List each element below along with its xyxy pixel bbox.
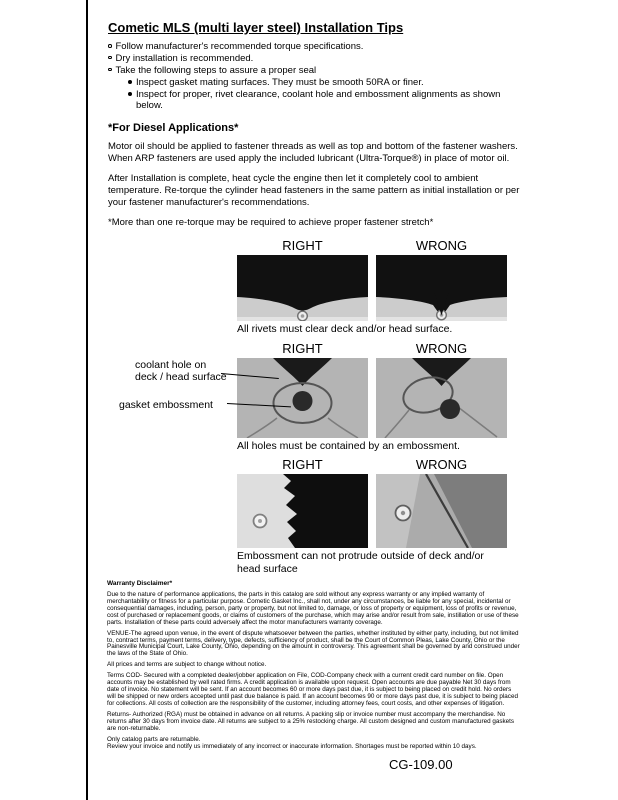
- tip-item-text: Follow manufacturer's recommended torque specifications.: [115, 41, 364, 52]
- right-label: RIGHT: [282, 457, 323, 473]
- legal-paragraph: Terms COD- Secured with a completed dealer/jobber application on File, COD-Company check with a current credit card number on file. Open accounts may be established by well rated firms. A credit application is available upon request. Open accounts are due payable Net 30 days from date of invoice. No statement will be sent. If an account becomes 60 or more days past due, it is subject to being placed on credit hold. No orders will be shipped or new orders accepted until past due balance is paid. If an account becomes 90 or more days past due, it is subject to being placed for collections. All costs of collection are the responsibility of the customer, including attorney fees, court costs, and other expenses of litigation.: [107, 672, 518, 707]
- tip-subitem-text: Inspect gasket mating surfaces. They must be smooth 50RA or finer.: [136, 76, 424, 88]
- tips-section: [108, 20, 522, 229]
- footer-doc-code: CG-109.00: [389, 757, 453, 772]
- rivet-clearance-wrong-image: [376, 255, 507, 321]
- legal-paragraph: VENUE-The agreed upon venue, in the event of dispute whatsoever between the parties, whether instituted by either party, including, but not limited to, contract terms, payment terms, delivery, type, defects, sufficiency of product, shall be the Court of Common Pleas, Lake County, Ohio or the Painesville Municipal Court, Lake County, Ohio, depending on the amount in controversy. This agreement shall be governed by and construed under the laws of the State of Ohio.: [107, 629, 520, 658]
- diagram-row-rivet-clearance: [237, 238, 507, 336]
- legal-paragraph: Due to the nature of performance applications, the parts in this catalog are sold without any express warranty or any implied warranty of merchantability or fitness for a particular purpose. Cometic Gasket Inc., shall not, under any circumstances, be liable for any special, incidental or consequential damages, including, person, party or property, but not limited to, damage, or loss of property or equipment, loss of profits or revenue, cost of purchased or replacement goods, or claims of customers of the purchase, which may arise and/or result from sale, instillation or use of these parts. Installation of these parts could adversely affect the motor manufacturers warranty coverage.: [107, 591, 519, 626]
- protrusion-wrong-image: [376, 474, 507, 548]
- diagram-caption-rivets: All rivets must clear deck and/or head surface.: [237, 323, 453, 335]
- tip-subitem: [128, 89, 522, 113]
- filled-bullet-icon: [128, 92, 132, 96]
- open-bullet-icon: [108, 56, 112, 60]
- tip-item: [108, 65, 522, 77]
- legal-paragraph: Returns- Authorized (RGA) must be obtained in advance on all returns. A packing slip or invoice number must accompany the merchandise. No returns after 30 days from invoice date. All returns are subject to a 25% restocking charge. All custom designed and custom manufactured gaskets are non-returnable.: [107, 710, 515, 732]
- embossment-right-image: [237, 358, 368, 438]
- diagram-row-embossment-protrusion: [237, 457, 507, 575]
- diagrams-section: [119, 238, 507, 580]
- wrong-label: WRONG: [415, 457, 468, 473]
- annotation-gasket-embossment: gasket embossment: [119, 399, 231, 411]
- open-bullet-icon: [108, 44, 112, 48]
- retorque-note: *More than one re-torque may be required to achieve proper fastener stretch*: [108, 216, 434, 228]
- open-bullet-icon: [108, 68, 112, 72]
- annotation-coolant-hole: coolant hole on deck / head surface: [135, 359, 231, 383]
- diesel-paragraph-oil: Motor oil should be applied to fastener threads as well as top and bottom of the fastener washers. When ARP fasteners are used apply the included lubricant (Ultra-Torque®) in place of motor oil.: [108, 141, 518, 165]
- tip-subitem-text: Inspect for proper, rivet clearance, coolant hole and embossment alignments as shown below.: [136, 88, 501, 112]
- wrong-label: WRONG: [415, 340, 468, 356]
- tip-item-text: Dry installation is recommended.: [115, 52, 254, 64]
- rivet-clearance-right-image: [237, 255, 368, 321]
- protrusion-right-image: [237, 474, 368, 548]
- tip-subitem: [128, 77, 522, 89]
- wrong-label: WRONG: [415, 238, 468, 253]
- page-title: Cometic MLS (multi layer steel) Installation Tips: [108, 20, 404, 35]
- left-border-line: [86, 0, 88, 800]
- diagram-row-hole-embossment: [119, 340, 507, 453]
- tip-item-text: Take the following steps to assure a proper seal: [115, 64, 317, 76]
- diagram-caption-protrusion: Embossment can not protrude outside of deck and/or head surface: [237, 550, 484, 575]
- tip-item: [108, 53, 522, 65]
- embossment-wrong-image: [376, 358, 507, 438]
- warranty-disclaimer-heading: Warranty Disclaimer*: [107, 580, 173, 587]
- legal-paragraph: Review your invoice and notify us immediately of any incorrect or inaccurate information. Shortages must be reported within 10 days.: [107, 742, 477, 750]
- legal-paragraph: All prices and terms are subject to change without notice.: [107, 661, 267, 669]
- right-label: RIGHT: [282, 238, 323, 253]
- tip-item: [108, 41, 522, 53]
- diesel-paragraph-retorque: After Installation is complete, heat cycle the engine then let it completely cool to ambient temperature. Re-torque the cylinder head fasteners in the same pattern as initial installation or per your fastener manufacturer's recommendations.: [108, 173, 520, 208]
- right-label: RIGHT: [282, 340, 323, 356]
- legal-section: [107, 580, 521, 754]
- diagram-caption-holes: All holes must be contained by an embossment.: [237, 439, 460, 452]
- legal-paragraph: Only catalog parts are returnable.: [107, 735, 201, 743]
- diesel-applications-heading: *For Diesel Applications*: [108, 122, 239, 135]
- filled-bullet-icon: [128, 80, 132, 84]
